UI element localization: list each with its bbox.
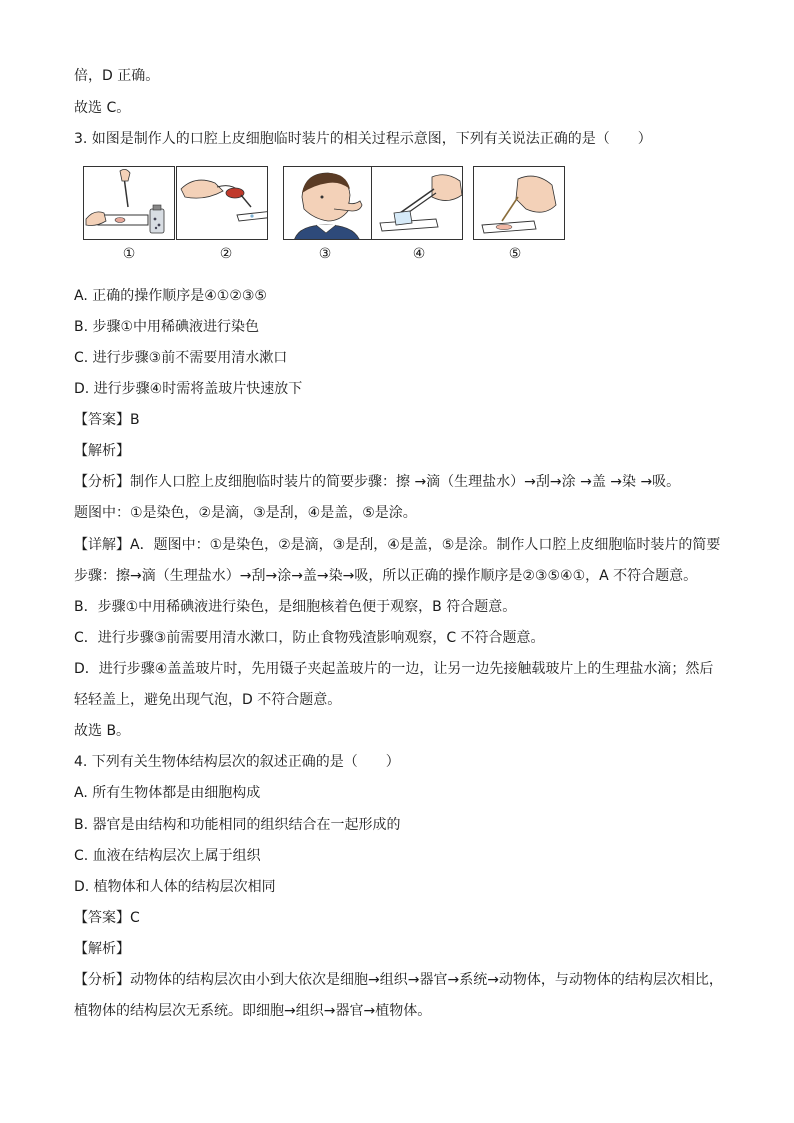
question-4-stem: 4. 下列有关生物体结构层次的叙述正确的是（ ） <box>74 754 400 770</box>
figure-panel-5 <box>473 166 565 240</box>
detail-text: C．进行步骤③前需要用清水漱口，防止食物残渣影响观察，C 不符合题意。 <box>74 630 545 646</box>
analysis-text: 题图中：①是染色，②是滴，③是刮，④是盖，⑤是涂。 <box>74 505 417 521</box>
option-d: D. 植物体和人体的结构层次相同 <box>74 879 276 895</box>
option-b: B. 器官是由结构和功能相同的组织结合在一起形成的 <box>74 817 401 833</box>
answer-label: 【答案】B <box>74 412 140 428</box>
detail-text: 轻轻盖上，避免出现气泡，D 不符合题意。 <box>74 692 342 708</box>
figure-panel-2 <box>176 166 268 240</box>
analysis-text: 【分析】制作人口腔上皮细胞临时装片的简要步骤：擦 →滴（生理盐水）→刮→涂 →盖 →染 →吸。 <box>74 474 681 490</box>
answer-label: 【答案】C <box>74 910 140 926</box>
figure-label-4: ④ <box>412 246 426 262</box>
detail-text: 【详解】A．题图中：①是染色，②是滴，③是刮，④是盖，⑤是涂。制作人口腔上皮细胞临时装片的简要 <box>74 537 721 553</box>
analysis-text: 【分析】动物体的结构层次由小到大依次是细胞→组织→器官→系统→动物体，与动物体的结构层次相比， <box>74 972 723 988</box>
analysis-label: 【解析】 <box>74 941 130 957</box>
detail-text: B．步骤①中用稀碘液进行染色，是细胞核着色便于观察，B 符合题意。 <box>74 599 517 615</box>
question-3-stem: 3. 如图是制作人的口腔上皮细胞临时装片的相关过程示意图，下列有关说法正确的是（ ） <box>74 131 652 147</box>
figure-panel-4 <box>371 166 463 240</box>
figure-label-1: ① <box>122 246 136 262</box>
figure-panel-3 <box>283 166 375 240</box>
analysis-text: 植物体的结构层次无系统。即细胞→组织→器官→植物体。 <box>74 1003 432 1019</box>
procedure-figure <box>83 166 563 266</box>
option-a: A. 正确的操作顺序是④①②③⑤ <box>74 288 267 304</box>
detail-text: D．进行步骤④盖盖玻片时，先用镊子夹起盖玻片的一边，让另一边先接触载玻片上的生理盐水滴；然后 <box>74 661 714 677</box>
figure-label-5: ⑤ <box>508 246 522 262</box>
option-a: A. 所有生物体都是由细胞构成 <box>74 785 261 801</box>
text-line: 倍，D 正确。 <box>74 68 160 84</box>
figure-label-3: ③ <box>318 246 332 262</box>
text-line: 故选 B。 <box>74 723 131 739</box>
detail-text: 步骤：擦→滴（生理盐水）→刮→涂→盖→染→吸，所以正确的操作顺序是②③⑤④①，A 不符合题意。 <box>74 568 698 584</box>
option-c: C. 进行步骤③前不需要用清水漱口 <box>74 350 288 366</box>
option-b: B. 步骤①中用稀碘液进行染色 <box>74 319 260 335</box>
text-line: 故选 C。 <box>74 100 131 116</box>
option-d: D. 进行步骤④时需将盖玻片快速放下 <box>74 381 303 397</box>
figure-panel-1 <box>83 166 175 240</box>
option-c: C. 血液在结构层次上属于组织 <box>74 848 261 864</box>
figure-label-2: ② <box>219 246 233 262</box>
analysis-label: 【解析】 <box>74 443 130 459</box>
